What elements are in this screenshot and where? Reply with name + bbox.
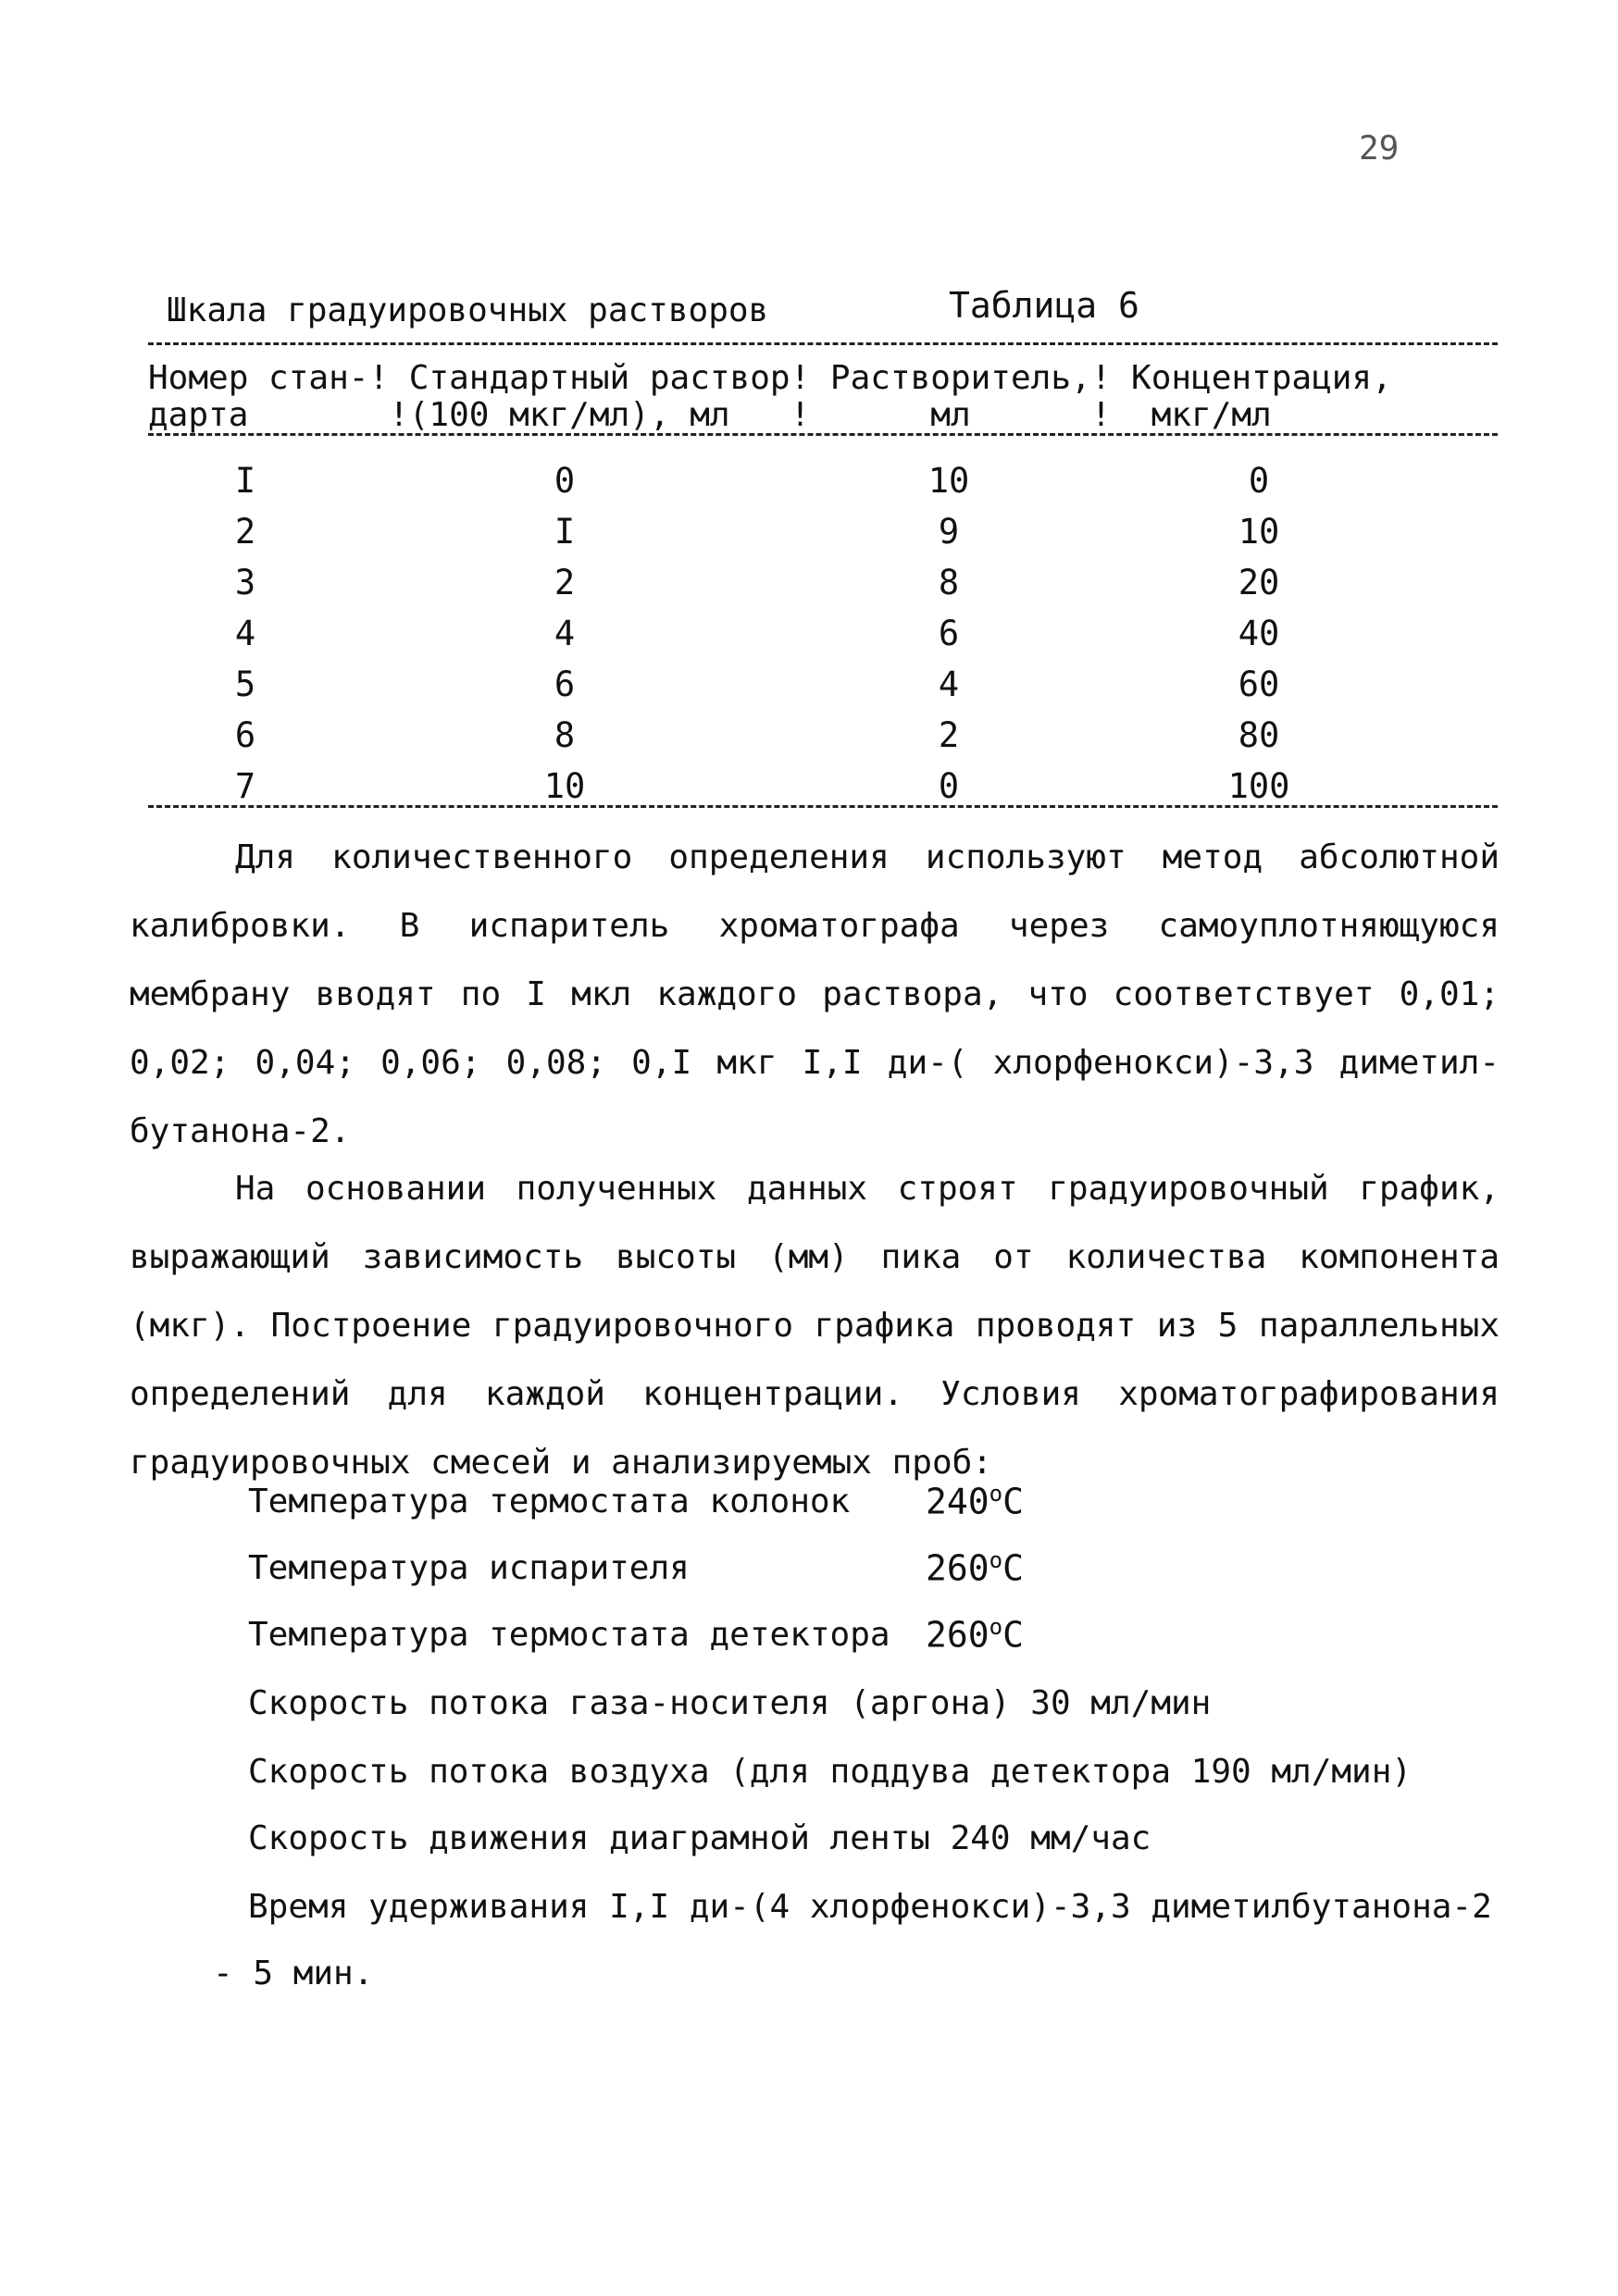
table-cell: 10 (927, 461, 970, 501)
table-cell: 4 (554, 614, 576, 653)
table-cell: 80 (1238, 715, 1280, 755)
table-header-line-2: дарта !(100 мкг/мл), мл ! мл ! мкг/мл (148, 396, 1272, 434)
table-cell: 7 (234, 766, 256, 806)
table-cell: 4 (234, 614, 256, 653)
condition-line: Скорость движения диаграмной ленты 240 мм/час (248, 1819, 1151, 1857)
condition-line: Время удерживания I,I ди-(4 хлорфенокси)-3,3 диметилбутанона-2 (248, 1888, 1492, 1926)
table-cell: 3 (234, 563, 256, 602)
table-cell: I (554, 512, 576, 552)
condition-label: Температура термостата колонок (248, 1483, 851, 1520)
table-cell: 6 (554, 664, 576, 704)
condition-label: Температура термостата детектора (248, 1616, 890, 1654)
paragraph-graph: На основании полученных данных строят градуировочный график, выражающий зависимость высоты (мм) пика от количества компонента (мкг). Построение градуировочного графика проводят из 5 параллельных определений для каждой концентрации. Условия хроматографирования градуировочных смесей и анализируемых проб: (130, 1170, 1500, 1482)
table-cell: 0 (1248, 461, 1270, 501)
table-cell: 60 (1238, 664, 1280, 704)
table-cell: 2 (234, 512, 256, 552)
table-cell: I (234, 461, 256, 501)
table-cell: 100 (1227, 766, 1290, 806)
table-cell: 0 (938, 766, 960, 806)
table-cell: 10 (543, 766, 586, 806)
table-cell: 4 (938, 664, 960, 704)
table-cell: 6 (234, 715, 256, 755)
table-cell: 40 (1238, 614, 1280, 653)
table-cell: 20 (1238, 563, 1280, 602)
table-cell: 8 (554, 715, 576, 755)
condition-value: 260$^o$C (926, 1614, 1024, 1656)
table-header-rule (148, 433, 1498, 436)
table-bottom-rule (148, 805, 1498, 808)
table-cell: 2 (554, 563, 576, 602)
table-cell: 8 (938, 563, 960, 602)
table-cell: 2 (938, 715, 960, 755)
condition-value: 240$^o$C (926, 1481, 1024, 1522)
retention-time-value: - 5 мин. (213, 1955, 374, 1992)
table-cell: 0 (554, 461, 576, 501)
page-number: 29 (1359, 130, 1400, 168)
condition-line: Скорость потока газа-носителя (аргона) 30 мл/мин (248, 1684, 1212, 1722)
condition-line: Скорость потока воздуха (для поддува детектора 190 мл/мин) (248, 1753, 1413, 1791)
table-label: Таблица 6 (949, 285, 1139, 326)
paragraph-calibration: Для количественного определения используют метод абсолютной калибровки. В испаритель хроматографа через самоуплотняющуюся мембрану вводят по I мкл каждого раствора, что соответствует 0,01; 0,02; 0,04; 0,06; 0,08; 0,I мкг I,I ди-( хлорфенокси)-3,3 диметил-бутанона-2. (130, 838, 1500, 1150)
condition-label: Температура испарителя (248, 1549, 690, 1587)
table-cell: 10 (1238, 512, 1280, 552)
table-cell: 9 (938, 512, 960, 552)
table-caption: Шкала градуировочных растворов (167, 292, 769, 329)
table-cell: 6 (938, 614, 960, 653)
table-top-rule (148, 342, 1498, 345)
condition-value: 260$^o$C (926, 1547, 1024, 1589)
table-cell: 5 (234, 664, 256, 704)
table-header-line-1: Номер стан-! Стандартный раствор! Растворитель,! Концентрация, (148, 359, 1392, 397)
